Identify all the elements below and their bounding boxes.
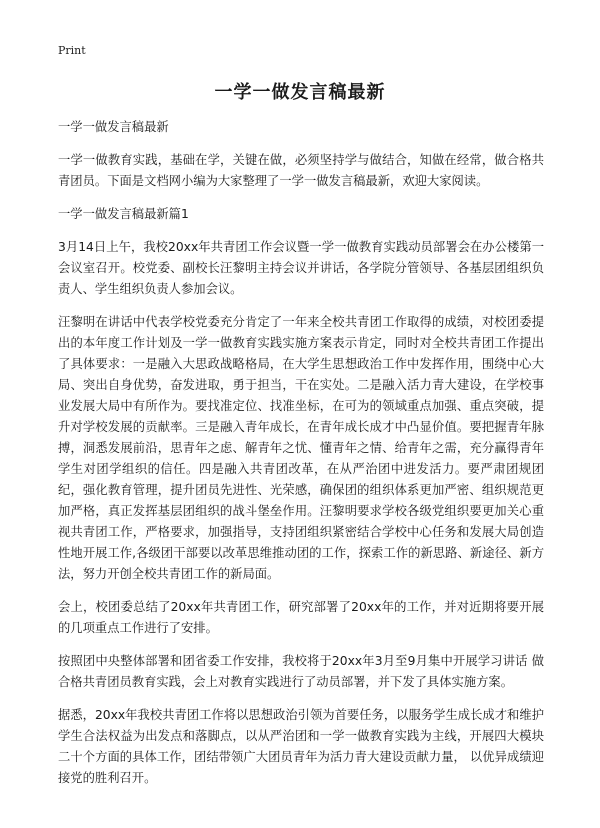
print-label[interactable]: Print <box>58 44 86 57</box>
section-subheading: 一学一做发言稿最新篇1 <box>58 207 189 221</box>
page-title: 一学一做发言稿最新 <box>214 82 386 103</box>
document-body <box>58 117 544 801</box>
body-paragraph: 按照团中央整体部署和团省委工作安排，我校将于20xx年3月至9月集中开展学习讲话 做合格共青团员教育实践，会上对教育实践进行了动员部署，并下发了具体实施方案。 <box>58 654 544 689</box>
body-paragraph: 汪黎明在讲话中代表学校党委充分肯定了一年来全校共青团工作取得的成绩，对校团委提出的本年度工作计划及一学一做教育实践实施方案表示肯定，同时对全校共青团工作提出了具体要求：一是融入大思政战略格局，在大学生思想政治工作中发挥作用，围绕中心大局、突出自身优势，奋发进取，勇于担当，干在实处。二是融入活力青大建设，在学校事业发展大局中有所作为。要找准定位、找准坐标，在可为的领域重点加强、重点突破，提升对学校发展的贡献率。三是融入青年成长，在青年成长成才中凸显价值。要把握青年脉搏，洞悉发展前沿，思青年之虑、解青年之忧、懂青年之情、给青年之需，充分赢得青年学生对团学组织的信任。四是融入共青团改革，在从严治团中进发活力。要严肃团规团纪，强化教育管理，提升团员先进性、光荣感，确保团的组织体系更加严密、组织规范更加严格，真正发挥基层团组织的战斗堡垒作用。汪黎明要求学校各级党组织要更加关心重视共青团工作，严格要求，加强指导，支持团组织紧密结合学校中心任务和发展大局创造性地开展工作,各级团干部要以改革思维推动团的工作，探索工作的新思路、新途径、新方法，努力开创全校共青团工作的新局面。 <box>58 315 544 581</box>
body-paragraph: 3月14日上午，我校20xx年共青团工作会议暨一学一做教育实践动员部署会在办公楼第一会议室召开。校党委、副校长汪黎明主持会议并讲话，各学院分管领导、各基层团组织负责人、学生组织负责人参加会议。 <box>58 240 544 296</box>
body-paragraph: 据悉，20xx年我校共青团工作将以思想政治引领为首要任务，以服务学生成长成才和维护学生合法权益为出发点和落脚点，以从严治团和一学一做教育实践为主线，开展四大模块二十个方面的具体工作，团结带领广大团员青年为活力青大建设贡献力量， 以优异成绩迎接党的胜利召开。 <box>58 708 544 785</box>
body-paragraph: 会上，校团委总结了20xx年共青团工作，研究部署了20xx年的工作，并对近期将要开展的几项重点工作进行了安排。 <box>58 600 544 635</box>
intro-paragraph: 一学一做教育实践，基础在学，关键在做，必须坚持学与做结合，知做在经常，做合格共青团员。下面是文档网小编为大家整理了一学一做发言稿最新，欢迎大家阅读。 <box>58 153 544 188</box>
section-subheading: 一学一做发言稿最新 <box>58 120 169 134</box>
